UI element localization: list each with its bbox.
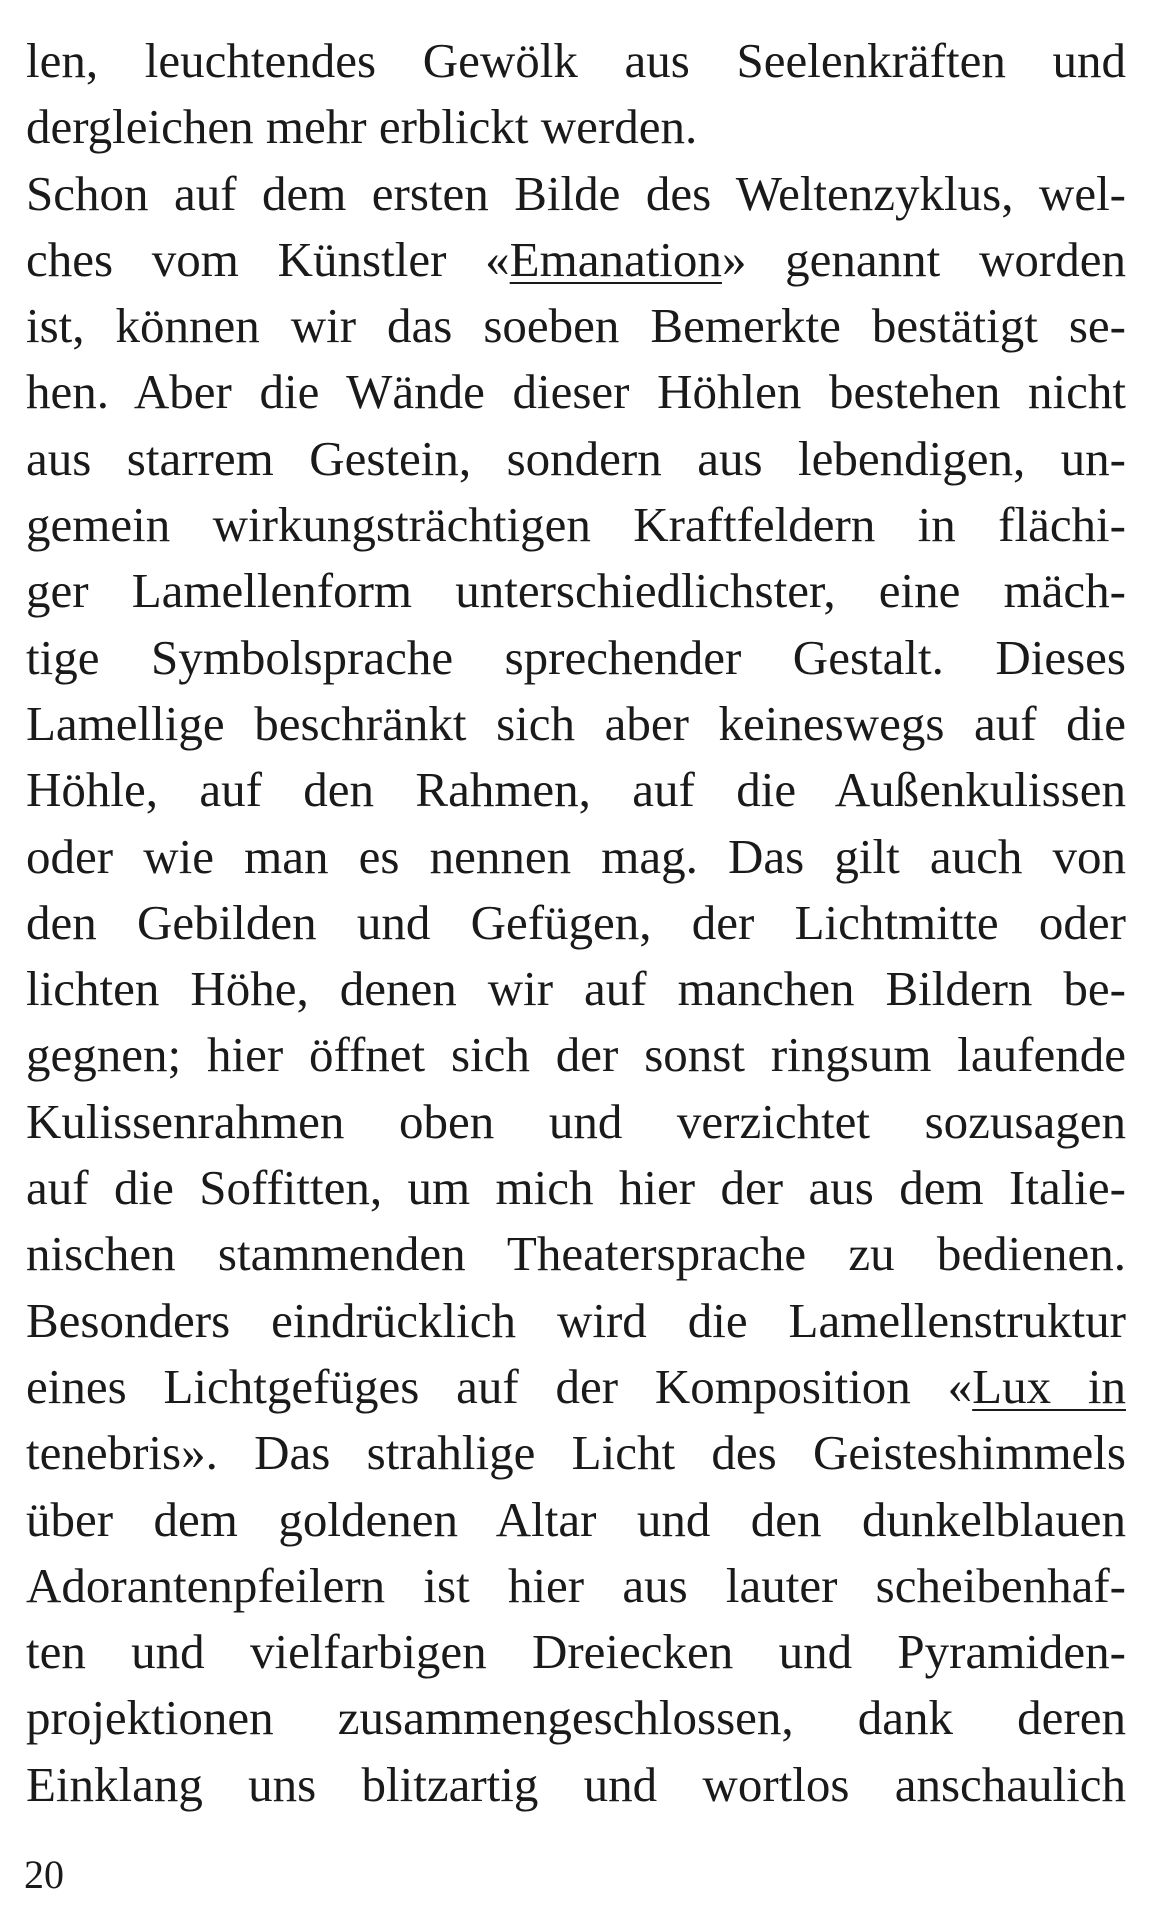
underlined-lux-in: Lux in bbox=[972, 1358, 1126, 1414]
text-line: projektionen zusammengeschlossen, dank deren bbox=[26, 1690, 1126, 1746]
text-line: tenebris». Das strahlige Licht des Geisteshimmels bbox=[26, 1425, 1126, 1481]
text-line: len, leuchtendes Gewölk aus Seelenkräften und bbox=[26, 33, 1126, 88]
text-line: Einklang uns blitzartig und wortlos anschaulich bbox=[26, 1756, 1126, 1812]
text-line: Adorantenpfeilern ist hier aus lauter scheibenhaf- bbox=[26, 1557, 1126, 1613]
text-segment: ches vom Künstler « bbox=[26, 231, 510, 287]
text-line: ten und vielfarbigen Dreiecken und Pyramiden- bbox=[26, 1624, 1126, 1680]
text-segment: eines Lichtgefüges auf der Komposition « bbox=[26, 1358, 973, 1414]
text-line: ist, können wir das soeben Bemerkte bestätigt se- bbox=[26, 298, 1126, 354]
text-line-lux-in bbox=[26, 1354, 1126, 1420]
text-line: oder wie man es nennen mag. Das gilt auch von bbox=[26, 828, 1126, 884]
body-text bbox=[26, 28, 1126, 1818]
text-line: aus starrem Gestein, sondern aus lebendigen, un- bbox=[26, 430, 1126, 486]
text-line: Schon auf dem ersten Bilde des Weltenzyklus, wel- bbox=[26, 165, 1126, 221]
text-line: nischen stammenden Theatersprache zu bedienen. bbox=[26, 1226, 1126, 1282]
text-line-emanation bbox=[26, 227, 1126, 293]
text-line: tige Symbolsprache sprechender Gestalt. Dieses bbox=[26, 629, 1126, 685]
text-line: gegnen; hier öffnet sich der sonst ringsum laufende bbox=[26, 1027, 1126, 1083]
text-segment: » genannt worden bbox=[721, 231, 1126, 287]
text-line: den Gebilden und Gefügen, der Lichtmitte oder bbox=[26, 894, 1126, 950]
text-line: dergleichen mehr erblickt werden. bbox=[26, 99, 698, 155]
text-line: gemein wirkungsträchtigen Kraftfeldern in flächi- bbox=[26, 497, 1126, 553]
text-line: hen. Aber die Wände dieser Höhlen bestehen nicht bbox=[26, 364, 1126, 420]
text-line: über dem goldenen Altar und den dunkelblauen bbox=[26, 1491, 1126, 1547]
text-line: auf die Soffitten, um mich hier der aus dem Italie- bbox=[26, 1160, 1126, 1216]
underlined-emanation: Emanation bbox=[509, 231, 722, 287]
text-line: Lamellige beschränkt sich aber keineswegs auf die bbox=[26, 695, 1126, 751]
text-line: lichten Höhe, denen wir auf manchen Bildern be- bbox=[26, 961, 1126, 1017]
text-line: Kulissenrahmen oben und verzichtet sozusagen bbox=[26, 1093, 1126, 1149]
text-line: ger Lamellenform unterschiedlichster, eine mäch- bbox=[26, 563, 1126, 619]
text-line: Höhle, auf den Rahmen, auf die Außenkulissen bbox=[26, 762, 1126, 818]
page-number: 20 bbox=[24, 1852, 64, 1897]
text-line: Besonders eindrücklich wird die Lamellenstruktur bbox=[26, 1292, 1126, 1348]
